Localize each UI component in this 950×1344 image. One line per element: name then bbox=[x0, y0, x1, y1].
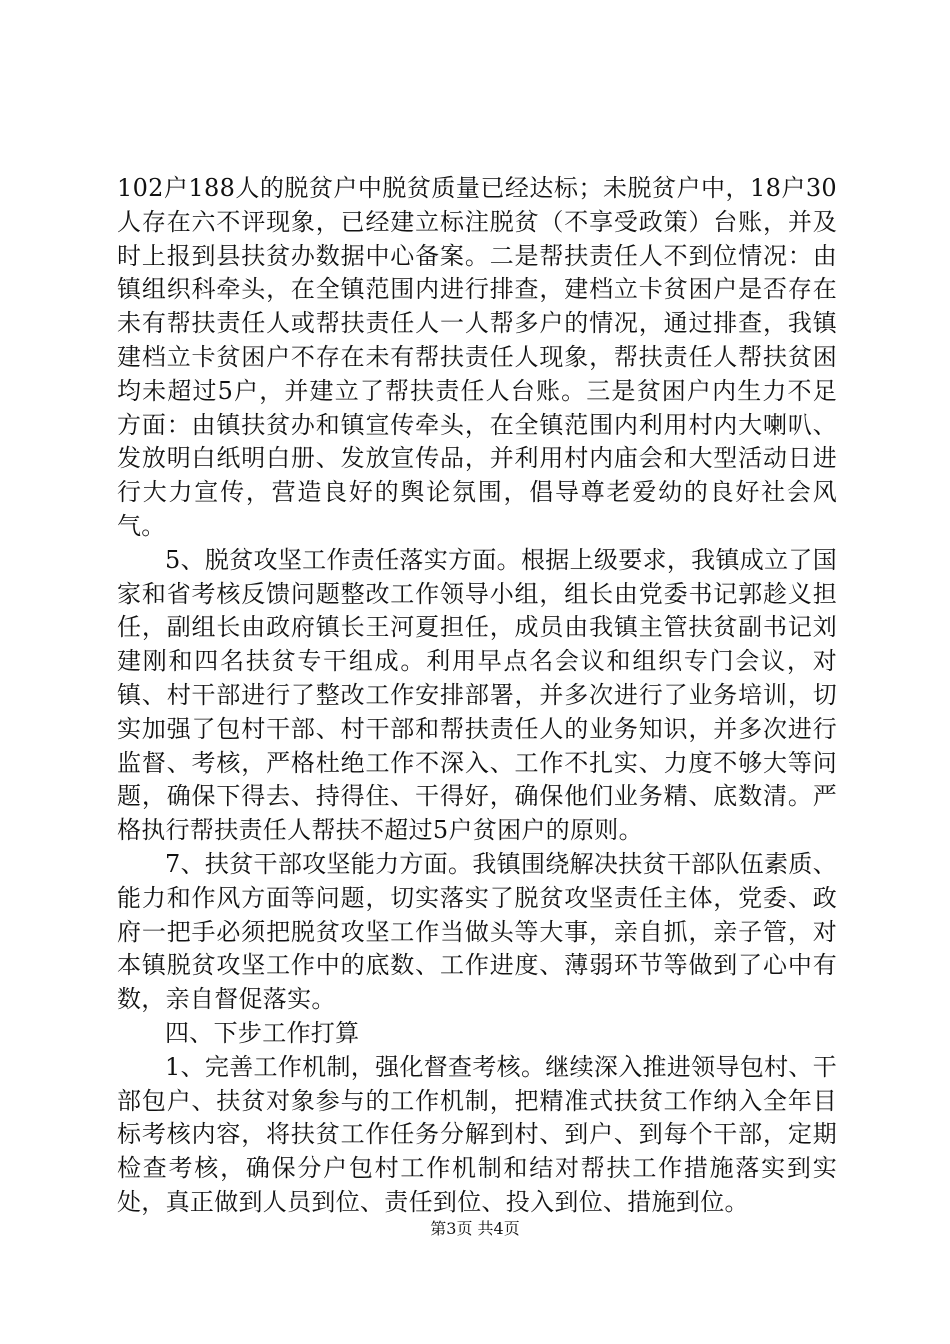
page-number: 第3页 共4页 bbox=[430, 1219, 520, 1238]
section-heading-next-steps: 四、下步工作打算 bbox=[165, 1018, 360, 1047]
paragraph-work-mechanism: 1、完善工作机制，强化督查考核。继续深入推进领导包村、干部包户、扶贫对象参与的工作机制，把精准式扶贫工作纳入全年目标考核内容，将扶贫工作任务分解到村、到户、到每个干部，定期检查考核，确保分户包村工作机制和结对帮扶工作措施落实到实处，真正做到人员到位、责任到位、投入到位、措施到位。 bbox=[117, 1052, 837, 1216]
paragraph-responsibility: 5、脱贫攻坚工作责任落实方面。根据上级要求，我镇成立了国家和省考核反馈问题整改工作领导小组，组长由党委书记郭趁义担任，副组长由政府镇长王河夏担任，成员由我镇主管扶贫副书记刘建刚和四名扶贫专干组成。利用早点名会议和组织专门会议，对镇、村干部进行了整改工作安排部署，并多次进行了业务培训，切实加强了包村干部、村干部和帮扶责任人的业务知识，并多次进行监督、考核，严格杜绝工作不深入、工作不扎实、力度不够大等问题，确保下得去、持得住、干得好，确保他们业务精、底数清。严格执行帮扶责任人帮扶不超过5户贫困户的原则。 bbox=[117, 545, 837, 845]
document-body bbox=[117, 172, 837, 1220]
paragraph-continuation: 102户188人的脱贫户中脱贫质量已经达标；未脱贫户中，18户30人存在六不评现象，已经建立标注脱贫（不享受政策）台账，并及时上报到县扶贫办数据中心备案。二是帮扶责任人不到位情况：由镇组织科牵头，在全镇范围内进行排查，建档立卡贫困户是否存在未有帮扶责任人或帮扶责任人一人帮多户的情况，通过排查，我镇建档立卡贫困户不存在未有帮扶责任人现象，帮扶责任人帮扶贫困均未超过5户，并建立了帮扶责任人台账。三是贫困户内生力不足方面：由镇扶贫办和镇宣传牵头，在全镇范围内利用村内大喇叭、发放明白纸明白册、发放宣传品，并利用村内庙会和大型活动日进行大力宣传，营造良好的舆论氛围，倡导尊老爱幼的良好社会风气。 bbox=[117, 174, 837, 540]
page-footer bbox=[0, 1218, 950, 1240]
paragraph-cadre-capacity: 7、扶贫干部攻坚能力方面。我镇围绕解决扶贫干部队伍素质、能力和作风方面等问题，切实落实了脱贫攻坚责任主体，党委、政府一把手必须把脱贫攻坚工作当做头等大事，亲自抓，亲子管，对本镇脱贫攻坚工作中的底数、工作进度、薄弱环节等做到了心中有数，亲自督促落实。 bbox=[117, 849, 837, 1014]
